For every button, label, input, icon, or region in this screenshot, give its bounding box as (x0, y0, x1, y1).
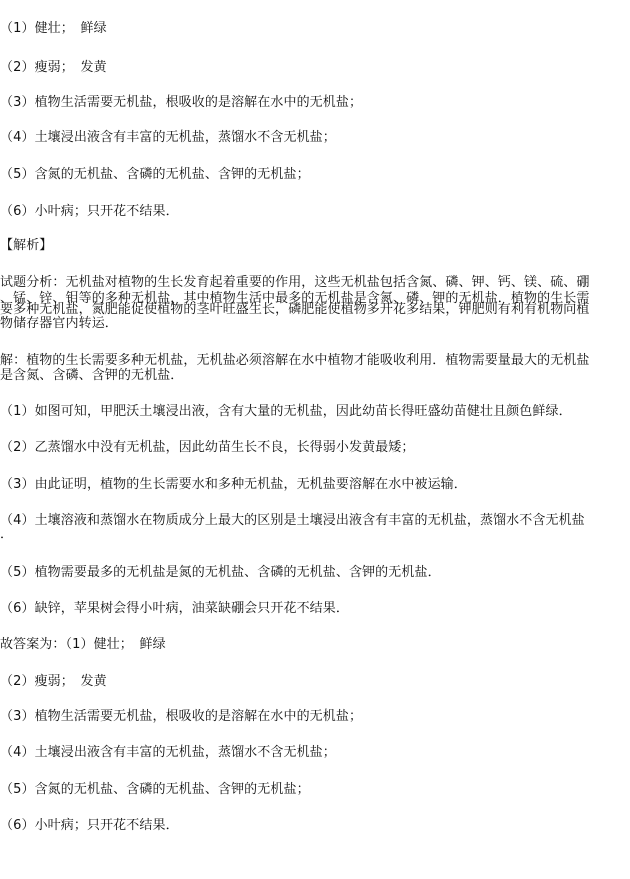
final-answer-line-6: （6）小叶病；只开花不结果． (0, 818, 179, 833)
analysis-para-2-line-1: 解：植物的生长需要多种无机盐，无机盐必须溶解在水中植物才能吸收利用．植物需要量最大的无机盐 (0, 353, 590, 368)
analysis-para-1-line-3: 物储存器官内转运． (0, 316, 118, 331)
analysis-para-1-line-2: 、锰、锌、钼等的多种无机盐，其中植物生活中最多的无机盐是含氮、磷、钾的无机盐．植物的生长需 (0, 291, 590, 306)
step-1: （1）如图可知，甲肥沃土壤浸出液，含有大量的无机盐，因此幼苗长得旺盛幼苗健壮且颜色鲜绿． (0, 404, 572, 419)
final-answer-line-1: 故答案为：（1）健壮； 鲜绿 (0, 637, 166, 652)
step-2: （2）乙蒸馏水中没有无机盐，因此幼苗生长不良，长得弱小发黄最矮； (0, 440, 415, 455)
step-3: （3）由此证明，植物的生长需要水和多种无机盐，无机盐要溶解在水中被运输． (0, 477, 467, 492)
analysis-para-2-line-2: 是含氮、含磷、含钾的无机盐． (0, 368, 184, 383)
step-4-line-1: （4）土壤溶液和蒸馏水在物质成分上最大的区别是土壤浸出液含有丰富的无机盐，蒸馏水不含无机盐 (0, 513, 585, 528)
answer-line-5: （5）含氮的无机盐、含磷的无机盐、含钾的无机盐； (0, 167, 310, 182)
answer-line-2: （2）瘦弱； 发黄 (0, 60, 107, 75)
final-answer-line-3: （3）植物生活需要无机盐，根吸收的是溶解在水中的无机盐； (0, 709, 363, 724)
answer-line-4: （4）土壤浸出液含有丰富的无机盐，蒸馏水不含无机盐； (0, 130, 336, 145)
analysis-header: 【解析】 (0, 238, 53, 253)
answer-line-1: （1）健壮； 鲜绿 (0, 21, 107, 36)
final-answer-line-4: （4）土壤浸出液含有丰富的无机盐，蒸馏水不含无机盐； (0, 745, 336, 760)
final-answer-line-5: （5）含氮的无机盐、含磷的无机盐、含钾的无机盐； (0, 782, 310, 797)
analysis-para-1-line-2b: 要多种无机盐，氮肥能促使植物的茎叶旺盛生长，磷肥能使植物多开花多结果，钾肥则有利有机物向植 (0, 302, 590, 317)
step-5: （5）植物需要最多的无机盐是氮的无机盐、含磷的无机盐、含钾的无机盐． (0, 565, 441, 580)
step-4-line-2: ． (0, 527, 14, 542)
final-answer-line-2: （2）瘦弱； 发黄 (0, 674, 107, 689)
answer-line-6: （6）小叶病；只开花不结果． (0, 204, 179, 219)
answer-line-3: （3）植物生活需要无机盐，根吸收的是溶解在水中的无机盐； (0, 95, 363, 110)
analysis-para-1-line-1: 试题分析：无机盐对植物的生长发育起着重要的作用，这些无机盐包括含氮、磷、钾、钙、镁、硫、硼 (0, 275, 590, 290)
step-6: （6）缺锌，苹果树会得小叶病，油菜缺硼会只开花不结果． (0, 601, 349, 616)
